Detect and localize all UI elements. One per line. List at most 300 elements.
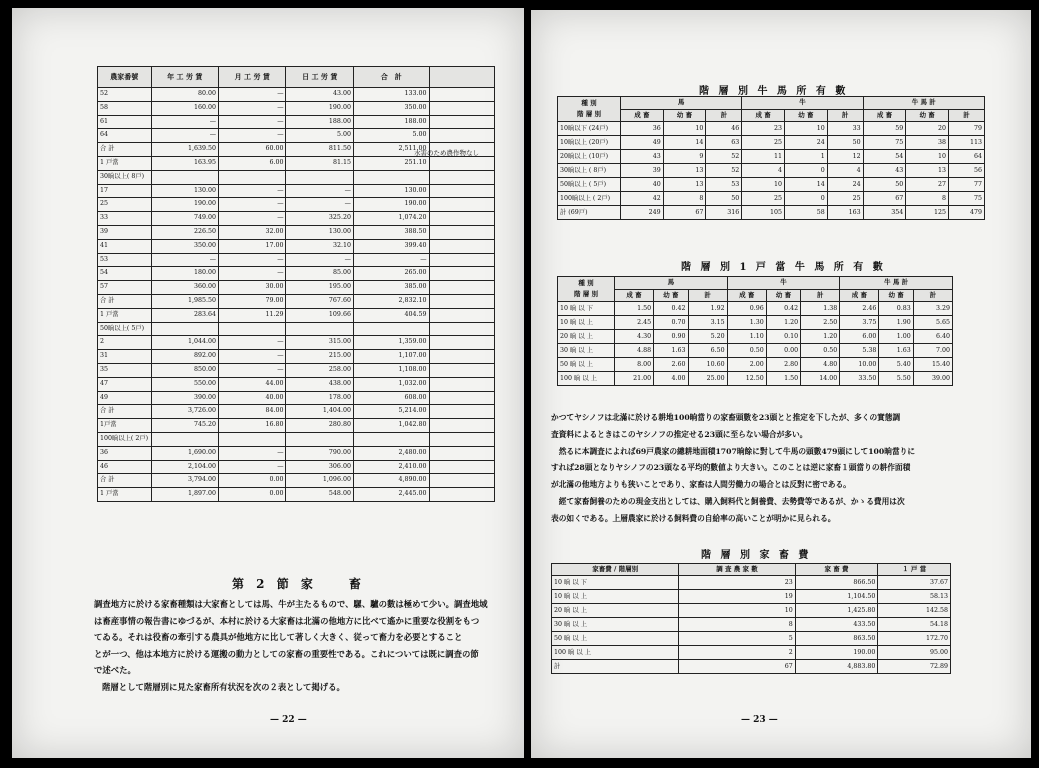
table-cell: 5.50 xyxy=(879,372,913,386)
table-cell: 5.00 xyxy=(353,129,429,143)
table-cell: 767.60 xyxy=(286,294,353,308)
col-total: 合 計 xyxy=(353,67,429,88)
row-label: 50晌以上 ( 5戸) xyxy=(558,178,621,192)
table-cell: 0.00 xyxy=(219,488,286,502)
table-cell: 11.29 xyxy=(219,308,286,322)
t2-body xyxy=(558,302,953,386)
row-label: 31 xyxy=(98,350,152,364)
blank-cell xyxy=(429,308,495,322)
table-cell: 226.50 xyxy=(151,225,218,239)
sub-header: 成 畜 xyxy=(863,109,906,122)
table-cell: 1.63 xyxy=(654,344,688,358)
table-row xyxy=(98,474,495,488)
table-cell: 4,890.00 xyxy=(353,474,429,488)
table-cell: 5.00 xyxy=(286,129,353,143)
table-cell: — xyxy=(219,460,286,474)
row-label: 10 晌 以 下 xyxy=(558,302,615,316)
table-cell xyxy=(286,432,353,446)
table-cell: 10 xyxy=(785,122,828,136)
table-cell: 1.30 xyxy=(727,316,766,330)
sub-header: 成 畜 xyxy=(727,289,766,302)
table-cell: 23 xyxy=(742,122,785,136)
table-cell: 2,511.00 xyxy=(353,143,429,157)
table-row xyxy=(552,590,951,604)
table-cell: 0.70 xyxy=(654,316,688,330)
table-cell: 67 xyxy=(663,206,706,220)
table-cell: 1,044.00 xyxy=(151,336,218,350)
table-cell: 36 xyxy=(621,122,664,136)
table-cell: 433.50 xyxy=(795,618,878,632)
blank-cell xyxy=(429,88,495,102)
row-label: 1 戸當 xyxy=(98,156,152,170)
table-cell: 163 xyxy=(827,206,863,220)
table-cell: 64 xyxy=(949,150,985,164)
blank-cell xyxy=(429,391,495,405)
table-cell: 125 xyxy=(906,206,949,220)
table-cell: 548.00 xyxy=(286,488,353,502)
table-cell: — xyxy=(219,184,286,198)
table-row xyxy=(552,660,951,674)
table-cell: 1.92 xyxy=(688,302,727,316)
table-cell: 265.00 xyxy=(353,267,429,281)
table-cell: 42 xyxy=(621,192,664,206)
table-cell: 10.60 xyxy=(688,358,727,372)
row-label: 33 xyxy=(98,212,152,226)
table-cell: 109.66 xyxy=(286,308,353,322)
sub-header: 計 xyxy=(801,289,840,302)
table-row xyxy=(552,646,951,660)
table-cell: 4.30 xyxy=(615,330,654,344)
blank-cell xyxy=(429,115,495,129)
table-cell: 25 xyxy=(827,192,863,206)
table-cell: 195.00 xyxy=(286,281,353,295)
table-cell xyxy=(151,170,218,184)
table-cell: — xyxy=(151,253,218,267)
table-cell: 43 xyxy=(621,150,664,164)
table-cell: 130.00 xyxy=(286,225,353,239)
table-row xyxy=(558,358,953,372)
t1-group-cattle: 牛 xyxy=(742,97,863,110)
table-cell: 258.00 xyxy=(286,363,353,377)
table-cell: 39 xyxy=(621,164,664,178)
left-para-line: で述べた。 xyxy=(94,665,136,675)
table-cell: 1,359.00 xyxy=(353,336,429,350)
table-cell: 1,096.00 xyxy=(286,474,353,488)
table-cell: 1.20 xyxy=(766,316,800,330)
table-cell: 1,985.50 xyxy=(151,294,218,308)
blank-cell xyxy=(429,419,495,433)
table-cell: 5 xyxy=(679,632,795,646)
table-cell: 56 xyxy=(949,164,985,178)
row-label: 10晌以下 (24戸) xyxy=(558,122,621,136)
table-cell: 24 xyxy=(785,136,828,150)
table-cell: 7.00 xyxy=(913,344,952,358)
table-cell: 4,883.80 xyxy=(795,660,878,674)
table-cell: 1,639.50 xyxy=(151,143,218,157)
table-cell: 190.00 xyxy=(795,646,878,660)
table-cell: 52 xyxy=(706,164,742,178)
table-cell: 113 xyxy=(949,136,985,150)
table-cell: 315.00 xyxy=(286,336,353,350)
row-label: 100晌以上 ( 2戸) xyxy=(558,192,621,206)
table-cell: 58 xyxy=(785,206,828,220)
t1-corner: 種 別 階 層 別 xyxy=(558,97,621,122)
blank-cell xyxy=(429,322,495,336)
blank-cell xyxy=(429,198,495,212)
table-row xyxy=(98,101,495,115)
sub-header: 幼 畜 xyxy=(766,289,800,302)
table-row xyxy=(98,225,495,239)
table-cell: 1,404.00 xyxy=(286,405,353,419)
table-cell: 608.00 xyxy=(353,391,429,405)
table-cell: 17.00 xyxy=(219,239,286,253)
table-cell: 80.00 xyxy=(151,88,218,102)
row-label: 30晌以上 ( 8戸) xyxy=(558,164,621,178)
table-cell xyxy=(151,322,218,336)
table-row xyxy=(558,302,953,316)
table-cell: 1.20 xyxy=(801,330,840,344)
table-cell: 2 xyxy=(679,646,795,660)
table-cell: 3.15 xyxy=(688,316,727,330)
table-cell: 1,074.20 xyxy=(353,212,429,226)
row-label: 30晌以上( 8戸) xyxy=(98,170,152,184)
right-paragraphs xyxy=(551,410,1026,528)
table-cell: 14 xyxy=(663,136,706,150)
table-cell: 130.00 xyxy=(353,184,429,198)
table-cell: — xyxy=(286,253,353,267)
blank-cell xyxy=(429,336,495,350)
row-label: 17 xyxy=(98,184,152,198)
table-cell: 404.59 xyxy=(353,308,429,322)
table-cell: 2.50 xyxy=(801,316,840,330)
table-cell: 39.00 xyxy=(913,372,952,386)
sub-header: 幼 畜 xyxy=(906,109,949,122)
livestock-per-house-table xyxy=(557,276,953,386)
table-cell: 479 xyxy=(949,206,985,220)
table-cell: 3.29 xyxy=(913,302,952,316)
table-cell: 160.00 xyxy=(151,101,218,115)
header-cell: 家畜費 / 階層別 xyxy=(552,564,679,576)
table-cell: — xyxy=(286,198,353,212)
table-cell: 53 xyxy=(706,178,742,192)
table-cell: 133.00 xyxy=(353,88,429,102)
table-cell: 850.00 xyxy=(151,363,218,377)
row-label: 30 晌 以 上 xyxy=(552,618,679,632)
table-cell: 11 xyxy=(742,150,785,164)
table-cell: 2,104.00 xyxy=(151,460,218,474)
row-label: 50晌以上( 5戸) xyxy=(98,322,152,336)
row-label: 35 xyxy=(98,363,152,377)
table-cell: 4 xyxy=(742,164,785,178)
table-cell: — xyxy=(219,350,286,364)
table-cell: 12 xyxy=(827,150,863,164)
table-cell: — xyxy=(219,267,286,281)
table-cell: 399.40 xyxy=(353,239,429,253)
sub-header: 幼 畜 xyxy=(879,289,913,302)
table-cell: 1.63 xyxy=(879,344,913,358)
left-para-line: 階層として階層別に見た家畜所有状況を次の２表として掲げる。 xyxy=(102,681,345,692)
blank-cell xyxy=(429,129,495,143)
side-note: 水害のため農作物なし xyxy=(414,149,479,157)
table-cell xyxy=(286,322,353,336)
t2-corner: 種 別 階 層 別 xyxy=(558,277,615,302)
table-cell: 40.00 xyxy=(219,391,286,405)
table-row xyxy=(558,122,985,136)
table-cell: 49 xyxy=(621,136,664,150)
table-cell: 142.58 xyxy=(878,604,951,618)
wage-table-header xyxy=(98,67,495,88)
table-cell: 79.00 xyxy=(219,294,286,308)
table-cell: 8 xyxy=(679,618,795,632)
table-row xyxy=(558,192,985,206)
sub-header: 幼 畜 xyxy=(654,289,688,302)
row-label: 10 晌 以 下 xyxy=(552,576,679,590)
left-paragraphs xyxy=(94,596,519,695)
table-row xyxy=(98,281,495,295)
table-cell: — xyxy=(151,115,218,129)
row-label: 20晌以上 (10戸) xyxy=(558,150,621,164)
table-cell: 25 xyxy=(742,192,785,206)
table-cell: 10 xyxy=(679,604,795,618)
table-cell: 172.70 xyxy=(878,632,951,646)
table-cell: 15.40 xyxy=(913,358,952,372)
row-label: 39 xyxy=(98,225,152,239)
table-row xyxy=(98,308,495,322)
table-cell: 1,690.00 xyxy=(151,446,218,460)
col-daily-wage: 日 工 労 賃 xyxy=(286,67,353,88)
livestock-cost-table xyxy=(551,563,951,674)
table-cell: 9 xyxy=(663,150,706,164)
table-row xyxy=(98,488,495,502)
row-label: 計 (69戸) xyxy=(558,206,621,220)
table-cell: 3,726.00 xyxy=(151,405,218,419)
table-cell: 360.00 xyxy=(151,281,218,295)
table-cell: 33 xyxy=(827,122,863,136)
table-cell: 13 xyxy=(663,178,706,192)
table-cell: 13 xyxy=(906,164,949,178)
table-cell: 5.40 xyxy=(879,358,913,372)
table-cell: 188.00 xyxy=(353,115,429,129)
table-cell: 33.50 xyxy=(840,372,879,386)
sub-header: 計 xyxy=(913,289,952,302)
table-cell xyxy=(353,170,429,184)
blank-cell xyxy=(429,253,495,267)
table-row xyxy=(552,576,951,590)
row-label: 64 xyxy=(98,129,152,143)
table-cell: 0.50 xyxy=(727,344,766,358)
table-cell: — xyxy=(219,88,286,102)
t1-body xyxy=(558,122,985,220)
table-cell: 12.50 xyxy=(727,372,766,386)
table-row xyxy=(552,618,951,632)
table-cell: 0.00 xyxy=(219,474,286,488)
blank-cell xyxy=(429,294,495,308)
table-cell: 1.10 xyxy=(727,330,766,344)
table-cell: 4 xyxy=(827,164,863,178)
blank-cell xyxy=(429,239,495,253)
t2-group-cattle: 牛 xyxy=(727,277,840,290)
row-label: 57 xyxy=(98,281,152,295)
table-cell: 5.38 xyxy=(840,344,879,358)
table-cell: 46 xyxy=(706,122,742,136)
table-row xyxy=(98,198,495,212)
table-cell: 385.00 xyxy=(353,281,429,295)
col-monthly-wage: 月 工 労 賃 xyxy=(219,67,286,88)
table-cell xyxy=(353,432,429,446)
sub-header: 成 畜 xyxy=(621,109,664,122)
header-cell: 家 畜 費 xyxy=(795,564,878,576)
table-cell: 1.00 xyxy=(879,330,913,344)
table-cell: 1 xyxy=(785,150,828,164)
table-cell xyxy=(353,322,429,336)
table-cell: 316 xyxy=(706,206,742,220)
table-cell: 0.96 xyxy=(727,302,766,316)
table-cell: 0 xyxy=(785,192,828,206)
right-para-line: かつてヤシノフは北滿に於ける耕地100晌當りの家畜頭數を23頭とと推定を下したが、多くの實態調 xyxy=(551,413,901,422)
table-cell: 306.00 xyxy=(286,460,353,474)
blank-cell xyxy=(429,363,495,377)
table-cell: — xyxy=(219,212,286,226)
table-row xyxy=(552,604,951,618)
table-cell: 14.00 xyxy=(801,372,840,386)
t1-group-total: 牛 馬 計 xyxy=(863,97,984,110)
table-row xyxy=(98,350,495,364)
sub-header: 計 xyxy=(827,109,863,122)
row-label: 10 晌 以 上 xyxy=(558,316,615,330)
row-label: 41 xyxy=(98,239,152,253)
blank-cell xyxy=(429,432,495,446)
page-gutter xyxy=(524,8,531,760)
table-cell: — xyxy=(219,101,286,115)
table-row xyxy=(98,156,495,170)
row-label: 100 晌 以 上 xyxy=(552,646,679,660)
header-cell: １ 戸 當 xyxy=(878,564,951,576)
left-page xyxy=(12,8,524,758)
table-cell: 25.00 xyxy=(688,372,727,386)
section-title: 第 2 節 家 畜 xyxy=(232,577,365,591)
table-cell: 27 xyxy=(906,178,949,192)
table-cell: 866.50 xyxy=(795,576,878,590)
table-row xyxy=(558,330,953,344)
left-para-line: てゐる。それは役畜の牽引する農具が他地方に比して著しく大きく、従って畜力を必要とすること xyxy=(94,632,463,642)
table-row xyxy=(98,405,495,419)
table-cell: 190.00 xyxy=(353,198,429,212)
right-para-line: すれば28頭となりヤシノフの23頭なる平均的數値より大きい。このことは逆に家畜１頭當りの耕作面積 xyxy=(551,463,911,473)
blank-cell xyxy=(429,184,495,198)
table-row xyxy=(98,294,495,308)
col-farm-number: 農家番號 xyxy=(98,67,152,88)
table-cell: 749.00 xyxy=(151,212,218,226)
table-cell: 1.50 xyxy=(615,302,654,316)
table-cell: 8 xyxy=(906,192,949,206)
col-blank xyxy=(429,67,495,88)
table-row xyxy=(98,391,495,405)
table-cell: 67 xyxy=(679,660,795,674)
table-cell: — xyxy=(286,184,353,198)
table-cell: 249 xyxy=(621,206,664,220)
table-cell: 550.00 xyxy=(151,377,218,391)
row-label: 53 xyxy=(98,253,152,267)
table-cell: 0.42 xyxy=(654,302,688,316)
table-cell: 388.50 xyxy=(353,225,429,239)
table-cell: 10 xyxy=(906,150,949,164)
table-cell: 6.00 xyxy=(219,156,286,170)
table-cell: 2,445.00 xyxy=(353,488,429,502)
row-label: 計 xyxy=(552,660,679,674)
table-cell: 25 xyxy=(742,136,785,150)
table-cell: 3.75 xyxy=(840,316,879,330)
blank-cell xyxy=(429,212,495,226)
table-cell: 0.10 xyxy=(766,330,800,344)
table-cell: — xyxy=(219,253,286,267)
table-cell: 390.00 xyxy=(151,391,218,405)
wage-table xyxy=(97,66,495,502)
row-label: 1 戸當 xyxy=(98,488,152,502)
table-cell: 350.00 xyxy=(151,239,218,253)
row-label: 1戸當 xyxy=(98,419,152,433)
sub-header: 幼 畜 xyxy=(663,109,706,122)
table-row xyxy=(98,267,495,281)
row-label: 58 xyxy=(98,101,152,115)
table-cell: 6.00 xyxy=(840,330,879,344)
table-cell: 4.00 xyxy=(654,372,688,386)
table-cell: 6.40 xyxy=(913,330,952,344)
t2-group-total: 牛 馬 計 xyxy=(840,277,953,290)
left-para-line: とが一つ、他は本地方に於ける運搬の動力としての家畜の重要性である。これについては既に調査の節 xyxy=(94,648,479,659)
table-cell: 5.65 xyxy=(913,316,952,330)
table-cell: 1.38 xyxy=(801,302,840,316)
table-cell: — xyxy=(219,336,286,350)
row-label: 49 xyxy=(98,391,152,405)
blank-cell xyxy=(429,101,495,115)
table-row xyxy=(98,363,495,377)
table-cell: 54 xyxy=(863,150,906,164)
table-cell: 58.13 xyxy=(878,590,951,604)
sub-header: 計 xyxy=(688,289,727,302)
row-label: 54 xyxy=(98,267,152,281)
table-cell: 50 xyxy=(706,192,742,206)
table-cell: 1,108.00 xyxy=(353,363,429,377)
table-cell: 10 xyxy=(742,178,785,192)
table-row xyxy=(558,164,985,178)
row-label: 30 晌 以 上 xyxy=(558,344,615,358)
table-cell: 38 xyxy=(906,136,949,150)
table-cell: 30.00 xyxy=(219,281,286,295)
table-cell: 2,480.00 xyxy=(353,446,429,460)
row-label: 1 戸當 xyxy=(98,308,152,322)
table-row xyxy=(552,632,951,646)
blank-cell xyxy=(429,460,495,474)
table-cell: 3,794.00 xyxy=(151,474,218,488)
left-para-line: 調査地方に於ける家畜種類は大家畜としては馬、牛が主たるもので、騾、驢の數は極めて少い。調査地域 xyxy=(94,599,488,609)
table-cell: 40 xyxy=(621,178,664,192)
table1-title: 階 層 別 牛 馬 所 有 數 xyxy=(699,86,849,97)
right-para-line: 經て家畜飼養のための現金支出としては、購入飼料代と飼養費、去勢費等であるが、かゝる費用は次 xyxy=(551,496,905,506)
table-cell: 5.20 xyxy=(688,330,727,344)
table-cell: 67 xyxy=(863,192,906,206)
table-cell: 13 xyxy=(663,164,706,178)
blank-cell xyxy=(429,474,495,488)
table-cell: 280.80 xyxy=(286,419,353,433)
table-row xyxy=(558,372,953,386)
table-cell: 0.83 xyxy=(879,302,913,316)
t3-header-row xyxy=(552,564,951,576)
blank-cell xyxy=(429,281,495,295)
t1-group-horse: 馬 xyxy=(621,97,742,110)
table-cell: 24 xyxy=(827,178,863,192)
table-cell: 1.50 xyxy=(766,372,800,386)
table-cell: 77 xyxy=(949,178,985,192)
